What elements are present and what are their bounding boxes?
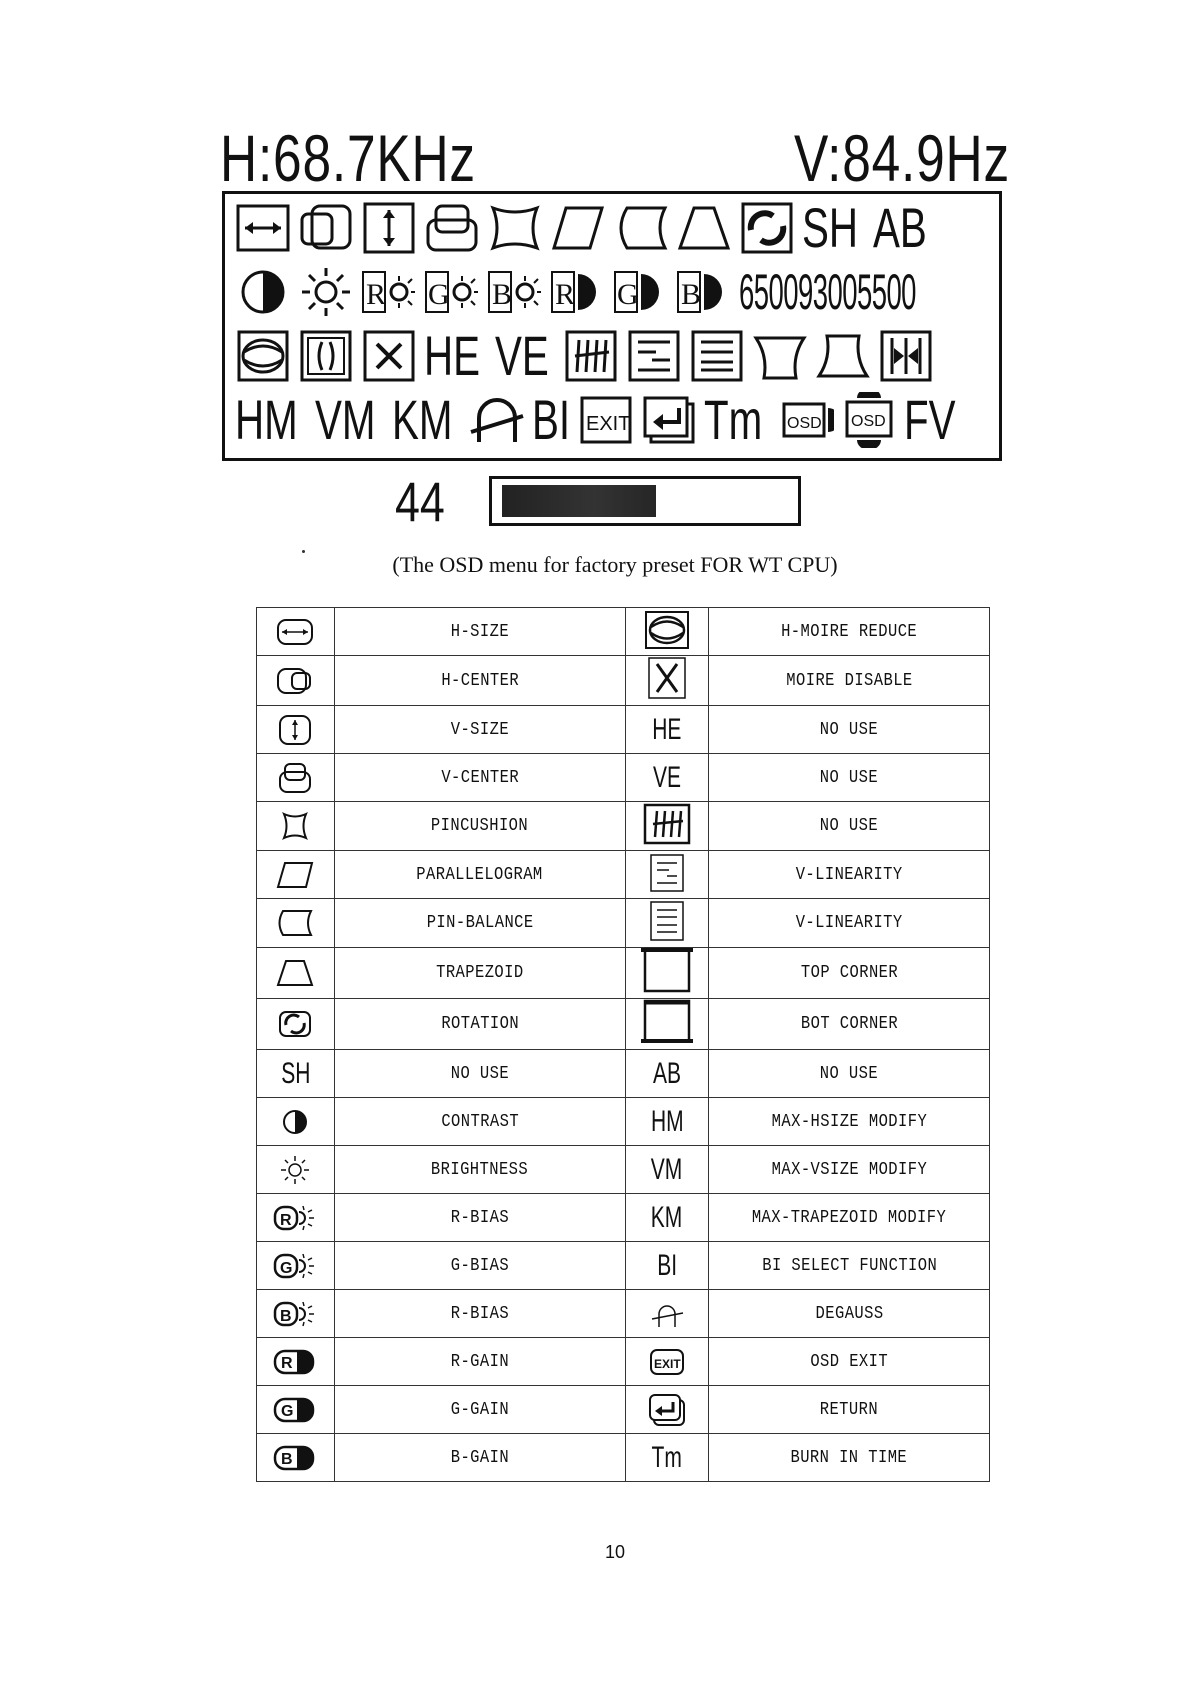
- legend-left-label: CONTRAST: [440, 1111, 519, 1132]
- legend-row: [257, 999, 990, 1050]
- legend-left-icon-cell: [257, 608, 335, 656]
- legend-right-label-cell: [709, 1290, 990, 1338]
- brightness-icon: [298, 264, 354, 320]
- legend-left-icon-cell: [257, 1050, 335, 1098]
- pincushion-icon: [276, 804, 314, 848]
- legend-left-icon-cell: [257, 948, 335, 999]
- degauss-icon: [469, 392, 525, 448]
- trapezoid-icon: [676, 200, 732, 256]
- return-icon: [641, 392, 697, 448]
- v-frequency: V:84.9Hz: [793, 121, 1010, 195]
- moire-disable-icon: [647, 656, 687, 700]
- legend-left-label-cell: [334, 706, 625, 754]
- legend-left-label-cell: [334, 608, 625, 656]
- legend-row: [257, 608, 990, 656]
- legend-left-label: BRIGHTNESS: [431, 1159, 529, 1180]
- legend-row: [257, 899, 990, 948]
- legend-right-label: NO USE: [820, 767, 879, 788]
- legend-right-label: NO USE: [820, 816, 879, 836]
- osd-value-row: [395, 470, 815, 534]
- legend-row: [257, 1194, 990, 1242]
- legend-right-label: MOIRE DISABLE: [786, 670, 913, 691]
- legend-right-icon-cell: [625, 999, 709, 1050]
- bi-label: BI: [532, 388, 571, 451]
- h-center-icon: [298, 200, 354, 256]
- bars-icon: [643, 802, 691, 846]
- bars-icon: [563, 328, 619, 384]
- legend-row: [257, 1242, 990, 1290]
- parallelogram-icon: [275, 853, 315, 897]
- legend-right-label-cell: [709, 1338, 990, 1386]
- legend-left-label: V-CENTER: [440, 767, 519, 788]
- legend-left-icon-cell: [257, 999, 335, 1050]
- svg-text:B: B: [492, 278, 513, 311]
- h-position-icon: [878, 328, 934, 384]
- legend-left-label: V-SIZE: [450, 719, 509, 740]
- legend-right-label-cell: [709, 656, 990, 706]
- legend-right-label: MAX-VSIZE MODIFY: [771, 1159, 927, 1180]
- parallelogram-icon: [550, 200, 606, 256]
- legend-right-icon-cell: [625, 656, 709, 706]
- legend-right-icon-cell: [625, 851, 709, 899]
- legend-right-label-cell: [709, 1242, 990, 1290]
- osd-row-geometry: [235, 196, 934, 259]
- legend-left-label-cell: [334, 899, 625, 948]
- hm-label: HM: [235, 388, 298, 451]
- legend-right-icon-cell: [625, 608, 709, 656]
- legend-left-icon-cell: [257, 1194, 335, 1242]
- legend-left-label: R-BIAS: [450, 1303, 509, 1324]
- legend-right-label: RETURN: [820, 1399, 879, 1420]
- svg-text:B: B: [281, 1450, 294, 1468]
- osd-legend-table: [256, 607, 990, 1482]
- legend-row: [257, 1434, 990, 1482]
- contrast-icon: [235, 264, 291, 320]
- legend-left-symbol: SH: [280, 1056, 311, 1090]
- r-bias-icon: [273, 1196, 317, 1240]
- v-linearity-icon: [626, 328, 682, 384]
- legend-right-label-cell: [709, 706, 990, 754]
- pincushion-icon: [487, 200, 543, 256]
- osd-frequency-header: [220, 118, 1010, 198]
- h-center-icon: [276, 659, 314, 703]
- legend-right-label-cell: [709, 754, 990, 802]
- pin-balance-icon: [613, 200, 669, 256]
- svg-text:EXIT: EXIT: [653, 1356, 681, 1371]
- legend-right-symbol: KM: [651, 1200, 683, 1234]
- g-gain-icon: [613, 264, 669, 320]
- brightness-icon: [278, 1148, 312, 1192]
- legend-left-label: G-BIAS: [450, 1255, 509, 1276]
- legend-right-icon-cell: [625, 706, 709, 754]
- legend-row: [257, 802, 990, 851]
- legend-right-icon-cell: [625, 802, 709, 851]
- osd-v-position-icon: [841, 392, 897, 448]
- legend-right-label-cell: [709, 851, 990, 899]
- h-size-icon: [276, 610, 314, 654]
- adjust-value: 44: [395, 470, 445, 533]
- b-gain-icon: [273, 1436, 317, 1480]
- top-corner-icon: [752, 328, 808, 384]
- legend-right-icon-cell: [625, 948, 709, 999]
- legend-row: [257, 948, 990, 999]
- legend-right-label-cell: [709, 899, 990, 948]
- sh-label: SH: [802, 196, 859, 259]
- svg-text:R: R: [366, 278, 387, 311]
- legend-left-icon-cell: [257, 1290, 335, 1338]
- legend-left-label: B-GAIN: [450, 1447, 509, 1468]
- top-corner-icon: [640, 948, 694, 992]
- g-gain-icon: [273, 1388, 317, 1432]
- legend-right-label: MAX-TRAPEZOID MODIFY: [752, 1207, 947, 1228]
- legend-right-label-cell: [709, 948, 990, 999]
- legend-row: [257, 1338, 990, 1386]
- legend-right-label: DEGAUSS: [815, 1303, 884, 1324]
- g-bias-icon: [424, 264, 480, 320]
- legend-right-label: NO USE: [820, 1063, 879, 1084]
- v-linearity-2-icon: [649, 899, 685, 943]
- legend-left-label-cell: [334, 1338, 625, 1386]
- legend-left-label: NO USE: [450, 1063, 509, 1084]
- legend-right-icon-cell: [625, 1386, 709, 1434]
- figure-caption: (The OSD menu for factory preset FOR WT CPU): [392, 552, 838, 577]
- osd-icon-panel: [222, 191, 1002, 461]
- legend-right-label: H-MOIRE REDUCE: [781, 621, 918, 642]
- legend-left-icon-cell: [257, 754, 335, 802]
- legend-right-label-cell: [709, 999, 990, 1050]
- legend-left-label-cell: [334, 851, 625, 899]
- v-size-icon: [276, 708, 314, 752]
- legend-right-symbol: AB: [652, 1056, 681, 1090]
- trapezoid-icon: [275, 951, 315, 995]
- page-number: 10: [604, 1542, 626, 1562]
- legend-right-label: BURN IN TIME: [790, 1447, 908, 1468]
- r-gain-icon: [273, 1340, 317, 1384]
- svg-text:G: G: [280, 1259, 293, 1277]
- pin-balance-icon: [275, 901, 315, 945]
- exit-icon: [578, 392, 634, 448]
- legend-row: [257, 1050, 990, 1098]
- legend-right-icon-cell: [625, 1242, 709, 1290]
- he-label: HE: [424, 324, 481, 387]
- legend-left-label-cell: [334, 1194, 625, 1242]
- contrast-icon: [280, 1100, 310, 1144]
- legend-right-label-cell: [709, 1434, 990, 1482]
- legend-left-label-cell: [334, 999, 625, 1050]
- b-bias-icon: [273, 1292, 317, 1336]
- svg-text:G: G: [281, 1402, 294, 1420]
- legend-left-label: H-CENTER: [440, 670, 519, 691]
- ve-label: VE: [494, 324, 549, 387]
- h-size-icon: [235, 200, 291, 256]
- legend-left-icon-cell: [257, 1434, 335, 1482]
- legend-right-icon-cell: [625, 899, 709, 948]
- legend-left-label-cell: [334, 1290, 625, 1338]
- legend-left-label-cell: [334, 656, 625, 706]
- h-moire-icon: [235, 328, 291, 384]
- r-bias-icon: [361, 264, 417, 320]
- r-gain-icon: [550, 264, 606, 320]
- legend-right-icon-cell: [625, 1434, 709, 1482]
- rotation-icon: [739, 200, 795, 256]
- legend-left-icon-cell: [257, 899, 335, 948]
- legend-left-label-cell: [334, 1146, 625, 1194]
- g-bias-icon: [273, 1244, 317, 1288]
- b-gain-icon: [676, 264, 732, 320]
- svg-text:B: B: [681, 278, 702, 311]
- legend-right-icon-cell: [625, 1146, 709, 1194]
- rotation-icon: [277, 1002, 313, 1046]
- legend-row: [257, 754, 990, 802]
- tm-label: Tm: [704, 388, 763, 451]
- legend-right-label-cell: [709, 1146, 990, 1194]
- adjust-bar-fill: [502, 485, 656, 517]
- legend-right-icon-cell: [625, 1050, 709, 1098]
- v-size-icon: [361, 200, 417, 256]
- legend-left-icon-cell: [257, 1242, 335, 1290]
- svg-text:EXIT: EXIT: [586, 413, 631, 435]
- v-moire-icon: [298, 328, 354, 384]
- legend-right-icon-cell: [625, 1194, 709, 1242]
- legend-left-label: G-GAIN: [450, 1399, 509, 1420]
- legend-right-symbol: Tm: [651, 1440, 683, 1474]
- osd-row-moire: [235, 324, 934, 387]
- legend-left-icon-cell: [257, 706, 335, 754]
- legend-left-label-cell: [334, 1434, 625, 1482]
- legend-left-label: H-SIZE: [450, 621, 509, 642]
- legend-right-label: TOP CORNER: [800, 963, 898, 983]
- legend-left-icon-cell: [257, 656, 335, 706]
- legend-right-icon-cell: [625, 754, 709, 802]
- legend-left-label: TRAPEZOID: [435, 963, 524, 983]
- svg-text:OSD: OSD: [850, 413, 886, 430]
- legend-right-label: NO USE: [820, 719, 879, 740]
- legend-left-label-cell: [334, 1242, 625, 1290]
- legend-left-label-cell: [334, 802, 625, 851]
- legend-left-icon-cell: [257, 1386, 335, 1434]
- legend-left-label: R-BIAS: [450, 1207, 509, 1228]
- legend-right-label: MAX-HSIZE MODIFY: [771, 1111, 927, 1132]
- legend-right-symbol: BI: [657, 1248, 677, 1282]
- svg-text:B: B: [280, 1307, 293, 1325]
- v-center-icon: [276, 756, 314, 800]
- legend-left-label-cell: [334, 1386, 625, 1434]
- h-frequency: H:68.7KHz: [220, 121, 476, 195]
- legend-left-label: ROTATION: [440, 1014, 519, 1034]
- osd-row-factory: [235, 388, 961, 451]
- legend-right-label: OSD EXIT: [810, 1351, 889, 1372]
- svg-text:G: G: [617, 278, 639, 311]
- legend-right-label-cell: [709, 608, 990, 656]
- legend-right-label: V-LINEARITY: [795, 864, 903, 885]
- color-temp-digits: 650093005500: [739, 264, 916, 320]
- legend-left-icon-cell: [257, 851, 335, 899]
- fv-label: FV: [903, 388, 956, 451]
- legend-right-symbol: HE: [652, 712, 682, 746]
- svg-text:R: R: [280, 1211, 293, 1229]
- legend-left-label-cell: [334, 754, 625, 802]
- legend-row: [257, 1098, 990, 1146]
- legend-row: [257, 851, 990, 899]
- legend-row: [257, 1386, 990, 1434]
- legend-row: [257, 1290, 990, 1338]
- legend-left-label: PIN-BALANCE: [426, 913, 534, 933]
- svg-text:OSD: OSD: [786, 415, 822, 432]
- legend-right-label: BOT CORNER: [800, 1014, 898, 1034]
- degauss-icon: [649, 1292, 685, 1336]
- legend-left-label: R-GAIN: [450, 1351, 509, 1372]
- v-linearity-2-icon: [689, 328, 745, 384]
- legend-right-symbol: VE: [652, 760, 681, 794]
- legend-right-label: BI SELECT FUNCTION: [761, 1255, 937, 1276]
- adjust-bar: [489, 476, 801, 526]
- legend-row: [257, 1146, 990, 1194]
- moire-disable-icon: [361, 328, 417, 384]
- osd-row-color: [235, 264, 1061, 320]
- ab-label: AB: [872, 196, 927, 259]
- legend-left-label-cell: [334, 948, 625, 999]
- legend-left-label-cell: [334, 1098, 625, 1146]
- v-center-icon: [424, 200, 480, 256]
- svg-text:R: R: [281, 1354, 294, 1372]
- bot-corner-icon: [815, 328, 871, 384]
- legend-right-label-cell: [709, 1194, 990, 1242]
- legend-left-label-cell: [334, 1050, 625, 1098]
- legend-right-symbol: HM: [650, 1104, 684, 1138]
- svg-text:R: R: [555, 278, 576, 311]
- legend-right-label: V-LINEARITY: [795, 913, 903, 933]
- legend-right-icon-cell: [625, 1098, 709, 1146]
- legend-left-icon-cell: [257, 802, 335, 851]
- legend-row: [257, 706, 990, 754]
- v-linearity-icon: [649, 851, 685, 895]
- osd-h-position-icon: [778, 392, 834, 448]
- km-label: KM: [392, 388, 453, 451]
- legend-right-label-cell: [709, 1098, 990, 1146]
- legend-right-icon-cell: [625, 1290, 709, 1338]
- legend-left-icon-cell: [257, 1146, 335, 1194]
- legend-left-icon-cell: [257, 1098, 335, 1146]
- legend-left-label: PARALLELOGRAM: [416, 864, 543, 885]
- legend-left-icon-cell: [257, 1338, 335, 1386]
- legend-right-label-cell: [709, 802, 990, 851]
- legend-right-label-cell: [709, 1050, 990, 1098]
- svg-text:G: G: [428, 278, 450, 311]
- return-icon: [648, 1388, 686, 1432]
- exit-icon: [649, 1340, 685, 1384]
- h-moire-icon: [644, 608, 690, 652]
- legend-right-label-cell: [709, 1386, 990, 1434]
- legend-right-icon-cell: [625, 1338, 709, 1386]
- b-bias-icon: [487, 264, 543, 320]
- legend-left-label: PINCUSHION: [431, 816, 529, 836]
- vm-label: VM: [315, 388, 376, 451]
- legend-right-symbol: VM: [651, 1152, 683, 1186]
- legend-row: [257, 656, 990, 706]
- bot-corner-icon: [640, 999, 694, 1043]
